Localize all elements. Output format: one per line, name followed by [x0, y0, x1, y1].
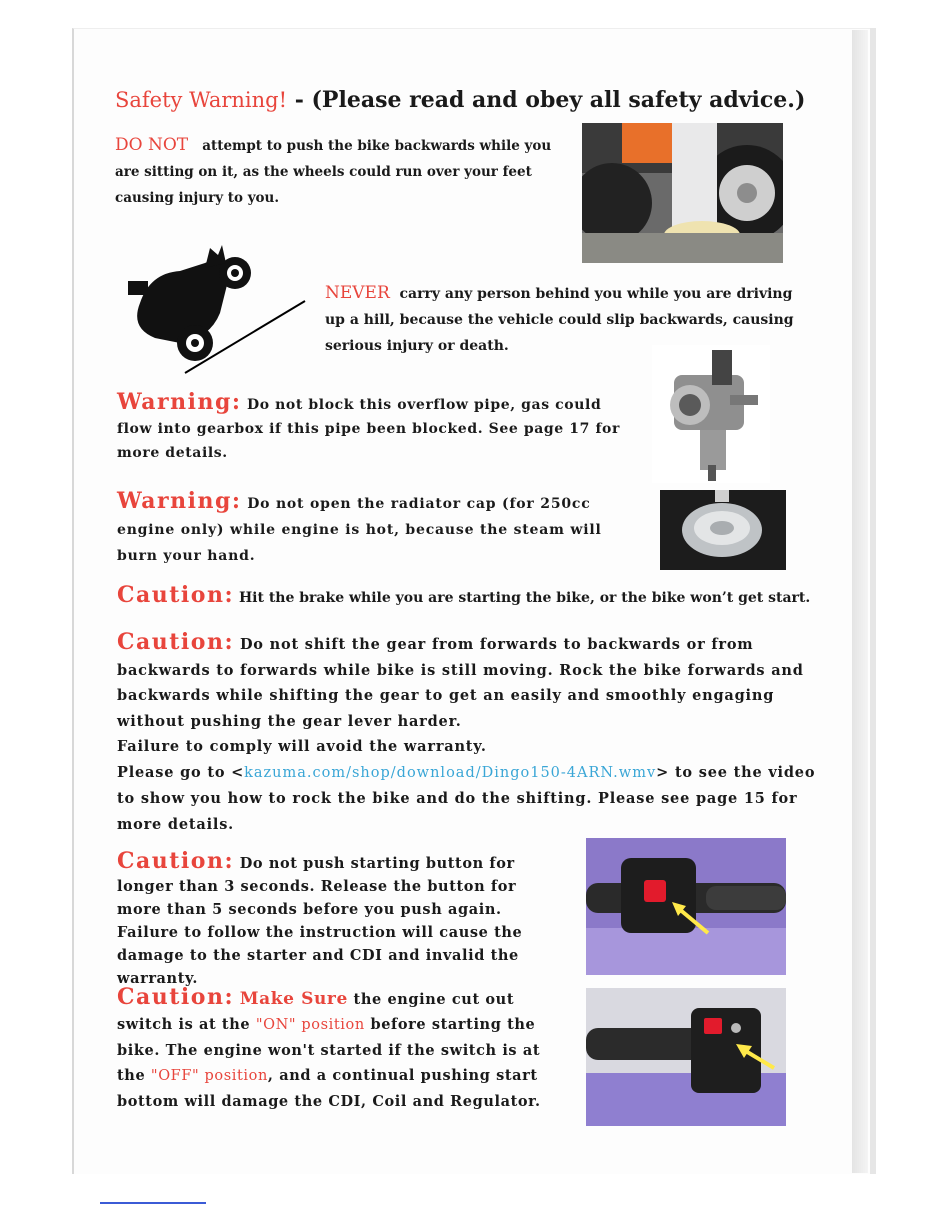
make-sure-label: Make Sure — [239, 989, 348, 1009]
cut-out-switch-caution-text — [117, 985, 565, 1114]
do-not-label: DO NOT — [115, 135, 189, 155]
gear-shift-body: Do not shift the gear from forwards to backwards or from backwards to forwards while bike is still moving. Rock the bike forwards and backwards while shifting the gear to get an easily and smoothly engaging without pushing the gear lever harder. — [117, 636, 804, 730]
never-body: carry any person behind you while you are driving up a hill, because the vehicle could slip backwards, causing serious injury or death. — [325, 286, 794, 354]
caution-label: Caution: — [117, 984, 235, 1010]
off-position-label: "OFF" position — [150, 1068, 268, 1084]
switch-text-2: before starting the bike. The engine won't started if the switch is at the — [117, 1016, 541, 1084]
switch-text-3: , and a continual pushing start bottom will damage the CDI, Coil and Regulator. — [117, 1067, 541, 1110]
footer-rule — [100, 1202, 206, 1204]
radiator-cap-warning-text — [117, 488, 642, 569]
title-label: Safety Warning! — [115, 88, 288, 112]
overflow-pipe-warning-text — [117, 390, 622, 465]
do-not-push-backwards-text — [115, 132, 555, 211]
title-text: - (Please read and obey all safety advice.) — [287, 87, 806, 113]
page-title — [115, 84, 805, 117]
never-label: NEVER — [325, 283, 390, 303]
switch-text-1: the engine cut out switch is at the — [117, 991, 515, 1033]
engine-cut-out-switch-photo — [586, 988, 786, 1126]
warning-label: Warning: — [117, 488, 242, 514]
brake-caution-text — [117, 582, 817, 611]
atv-hill-rider-icon — [110, 243, 310, 383]
carburetor-photo — [652, 345, 770, 483]
start-button-caution-text — [117, 850, 565, 990]
caution-label: Caution: — [117, 848, 235, 874]
video-link-pre: Please go to < — [117, 763, 245, 781]
radiator-cap-photo — [660, 490, 786, 570]
radiator-cap-body: Do not open the radiator cap (for 250cc engine only) while engine is hot, because the steam will burn your hand. — [117, 496, 602, 564]
brake-caution-body: Hit the brake while you are starting the bike, or the bike won’t get start. — [238, 590, 811, 606]
caution-label: Caution: — [117, 629, 235, 655]
foot-near-wheel-photo — [582, 123, 783, 263]
caution-label: Caution: — [117, 582, 235, 608]
video-link-post: > to see the video to show you how to rock the bike and do the shifting. Please see page 15 for more details. — [117, 763, 816, 833]
start-button-photo — [586, 838, 786, 975]
warranty-note: Failure to comply will avoid the warranty. — [117, 738, 487, 755]
start-button-body: Do not push starting button for longer than 3 seconds. Release the button for more than 5 seconds before you push again. Failure to follow the instruction will cause the damage to the starter and CDI and invalid the warranty. — [117, 855, 523, 987]
gear-shift-caution-text — [117, 630, 817, 837]
warning-label: Warning: — [117, 389, 242, 415]
page-edge — [852, 30, 868, 1173]
overflow-pipe-body: Do not block this overflow pipe, gas could flow into gearbox if this pipe been blocked. See page 17 for more details. — [117, 397, 620, 461]
video-link[interactable]: kazuma.com/shop/download/Dingo150-4ARN.wmv — [244, 764, 657, 781]
do-not-body: attempt to push the bike backwards while you are sitting on it, as the wheels could run over your feet causing injury to you. — [115, 138, 552, 206]
on-position-label: "ON" position — [255, 1017, 365, 1033]
